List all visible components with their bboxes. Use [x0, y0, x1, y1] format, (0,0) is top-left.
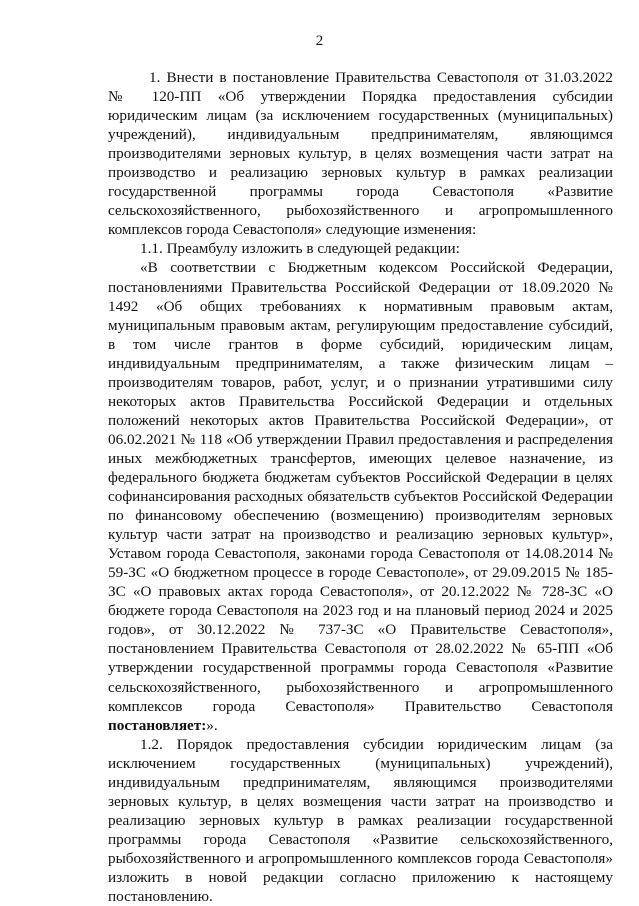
preamble-closing: ».: [206, 716, 218, 734]
paragraph-item-1: 1. Внести в постановление Правительства Севастополя от 31.03.2022 № 120-ПП «Об утверждении Порядка предоставления субсидии юридическим лицам (за исключением государственных (муниципальных) учреждений), индивидуальным предпринимателям, являющимся производителями зерновых культур, в целях возмещения части затрат на производство и реализацию зерновых культур в рамках реализации государственной программы города Севастополя «Развитие сельскохозяйственного, рыбохозяйственного и агропромышленного комплексов города Севастополя» следующие изменения:: [108, 69, 613, 239]
document-body: [108, 68, 613, 906]
page-number: 2: [315, 33, 324, 49]
paragraph-preamble: [108, 258, 613, 734]
preamble-resolves: постановляет:: [108, 716, 207, 734]
preamble-text: «В соответствии с Бюджетным кодексом Российской Федерации, постановлениями Правительства Российской Федерации от 18.09.2020 № 1492 «Об общих требованиях к нормативным правовым актам, муниципальным правовым актам, регулирующим предоставление субсидий, в том числе грантов в форме субсидий, юридическим лицам, индивидуальным предпринимателям, а также физическим лицам – производителям товаров, работ, услуг, и о признании утратившими силу некоторых актов Правительства Российской Федерации и отдельных положений некоторых актов Правительства Российской Федерации», от 06.02.2021 № 118 «Об утверждении Правил предоставления и распределения иных межбюджетных трансфертов, имеющих целевое назначение, из федерального бюджета бюджетам субъектов Российской Федерации в целях софинансирования расходных обязательств субъектов Российской Федерации по финансовому обеспечению (возмещению) производителям зерновых культур части затрат на производство и реализацию зерновых культур», Уставом города Севастополя, законами города Севастополя от 14.08.2014 № 59-ЗС «О бюджетном процессе в городе Севастополе», от 29.09.2015 № 185-ЗС «О правовых актах города Севастополя», от 20.12.2022 № 728-ЗС «О бюджете города Севастополя на 2023 год и на плановый период 2024 и 2025 годов», от 30.12.2022 № 737-ЗС «О Правительстве Севастополя», постановлением Правительства Севастополя от 28.02.2022 № 65-ПП «Об утверждении государственной программы города Севастополя «Развитие сельскохозяйственного, рыбохозяйственного и агропромышленного комплексов города Севастополя» Правительство Севастополя: [108, 259, 613, 715]
paragraph-item-1-1: 1.1. Преамбулу изложить в следующей редакции:: [140, 240, 460, 258]
paragraph-item-1-2: 1.2. Порядок предоставления субсидии юридическим лицам (за исключением государственных (муниципальных) учреждений), индивидуальным предпринимателям, являющимся производителями зерновых культур, в целях возмещения части затрат на производство и реализацию зерновых культур в рамках реализации государственной программы города Севастополя «Развитие сельскохозяйственного, рыбохозяйственного и агропромышленного комплексов города Севастополя» изложить в новой редакции согласно приложению к настоящему постановлению.: [108, 735, 613, 906]
